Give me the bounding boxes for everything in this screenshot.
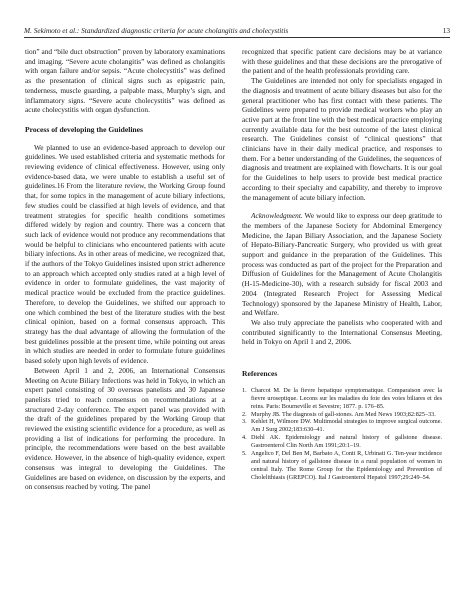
left-column [25, 47, 225, 492]
reference-text: Kehlet H, Wilmore DW. Multimodal strategies to improve surgical outcome. Am J Surg 2002;183:630–41. [251, 418, 442, 434]
reference-number: 1. [242, 386, 247, 394]
running-header [24, 26, 450, 35]
reference-number: 4. [242, 434, 247, 442]
paragraph-approach: We planned to use an evidence-based approach to develop our guidelines. We used established criteria and systematic methods for reviewing evidence of clinical effectiveness. However, using only evidence-based data, we were unable to establish a useful set of guidelines.16 From the literature review, the Working Group found that, for some topics in the management of acute biliary infections, few studies could be classified at high levels of evidence, and that treatment strategies for specific health conditions sometimes differed widely by region and country. There was a concern that such lack of evidence would not produce any recommendations that would be helpful to clinicians who encountered patients with acute biliary infections. As in other areas of medicine, we recognized that, if the authors of the Tokyo Guidelines insisted upon strict adherence to an approach which accepted only studies rated at a high level of evidence in order to formulate guidelines, the vast majority of medical practice would be excluded from the practice guidelines. Therefore, to develop the Guidelines, we shifted our approach to one which combined the best of the literature studies with the best clinical opinion, based on a formal consensus approach. This strategy has the dual advantage of allowing the formulation of the best guidelines possible at the present time, while pointing out areas in which studies are needed in order to formulate future guidelines based solely upon high levels of evidence. [25, 142, 225, 366]
paragraph-acknowledgment [242, 211, 442, 318]
paragraph-panelists: We also truly appreciate the panelists who cooperated with and contributed significantly to the International Consensus Meeting, held in Tokyo on April 1 and 2, 2006. [242, 317, 442, 347]
reference-text: Diehl AK. Epidemiology and natural history of gallstone disease. Gastroenterol Clin North Am 1991;20:1–19. [251, 434, 442, 450]
reference-item [242, 387, 442, 411]
reference-text: Charcot M. De la fievre hepatique symptomatique. Comparaison avec la fievre uroseptique. Lecons sur les maladies du foie des voies biliares et des reins. Paris: Bourneville et Sevestre; 1877. p. 176–85. [251, 386, 442, 410]
reference-number: 3. [242, 418, 247, 426]
acknowledgment-label: Acknowledgment. [251, 211, 303, 221]
references-heading: References [242, 369, 278, 379]
reference-item [242, 450, 442, 482]
header-rule [24, 37, 450, 38]
reference-item [242, 434, 442, 450]
right-column [242, 47, 442, 482]
page-number: 13 [442, 26, 450, 35]
running-title: M. Sekimoto et al.: Standardized diagnostic criteria for acute cholangitis and cholecystitis [24, 26, 289, 35]
section-heading: Process of developing the Guidelines [25, 124, 143, 134]
paragraph-intended-users: The Guidelines are intended not only for specialists engaged in the diagnosis and treatment of acute biliary diseases but also for the general practitioner who has first contact with these patients. The Guidelines were prepared to provide medical workers who play an active part at the front line with the best medical practice employing currently available data for the best outcome of the latest clinical research. The Guidelines consist of “clinical questions” that clinicians have in their daily medical practice, and responses to them. For a better understanding of the Guidelines, the sequences of diagnosis and treatment are explained with flowcharts. It is our goal for the Guidelines to help users to provide best medical practice according to their specialty and capability, and thereby to improve the management of acute biliary infection. [242, 76, 442, 202]
paragraph-consensus-meeting: Between April 1 and 2, 2006, an International Consensus Meeting on Acute Biliary Infections was held in Tokyo, in which an expert panel consisting of 30 overseas panelists and 30 Japanese panelists tried to reach consensus on recommendations at a structured 2-day conference. The expert panel was provided with the draft of the guidelines prepared by the Working Group that reviewed the existing scientific evidence for a procedure, as well as providing a list of indications for performing the procedure. In principle, the recommendations were based on the best available evidence. However, in the absence of high-quality evidence, expert consensus was integral to developing the Guidelines. The Guidelines are based on evidence, on discussion by the experts, and on consensus reached by voting. The panel [25, 365, 225, 492]
reference-text: Murphy JB. The diagnosis of gall-stones. Am Med News 1903;82:825–33. [251, 410, 436, 418]
paragraph-patient-care: recognized that specific patient care decisions may be at variance with these guidelines and that these decisions are the prerogative of the patient and of the health professionals providing care. [242, 47, 442, 76]
reference-list [242, 387, 442, 482]
acknowledgment-text: We would like to express our deep gratitude to the members of the Japanese Society for Abdominal Emergency Medicine, the Japan Biliary Association, and the Japanese Society of Hepato-Biliary-Pancreatic Surgery, who provided us with great support and guidance in the preparation of the Guidelines. This process was conducted as part of the project for the Preparation and Diffusion of Guidelines for the Management of Acute Cholangitis (H-15-Medicine-30), with a research subsidy for fiscal 2003 and 2004 (Integrated Research Project for Assessing Medical Technology) sponsored by the Japanese Ministry of Health, Labor, and Welfare. [242, 211, 442, 318]
reference-item [242, 418, 442, 434]
reference-number: 5. [242, 450, 247, 458]
reference-number: 2. [242, 410, 247, 418]
reference-item [242, 411, 442, 419]
reference-text: Angelico F, Del Ben M, Barbato A, Conti R, Urbinati G. Ten-year incidence and natural history of gallstone disease in a rural population of women in central Italy. The Rome Group for the Epidemiology and Prevention of Cholelithiasis (GREPCO). Ital J Gastroenterol Hepatol 1997;29:249–54. [251, 450, 442, 481]
paragraph-definitions: tion” and “bile duct obstruction” proven by laboratory examinations and imaging. “Severe acute cholangitis” was defined as cholangitis with organ failure and/or sepsis. “Acute cholecystitis” was defined as the presentation of clinical signs such as epigastric pain, tenderness, muscle guarding, a palpable mass, Murphy’s sign, and inflammatory signs. “Severe acute cholecystitis” was defined as acute cholecystitis with organ dysfunction. [25, 47, 225, 115]
